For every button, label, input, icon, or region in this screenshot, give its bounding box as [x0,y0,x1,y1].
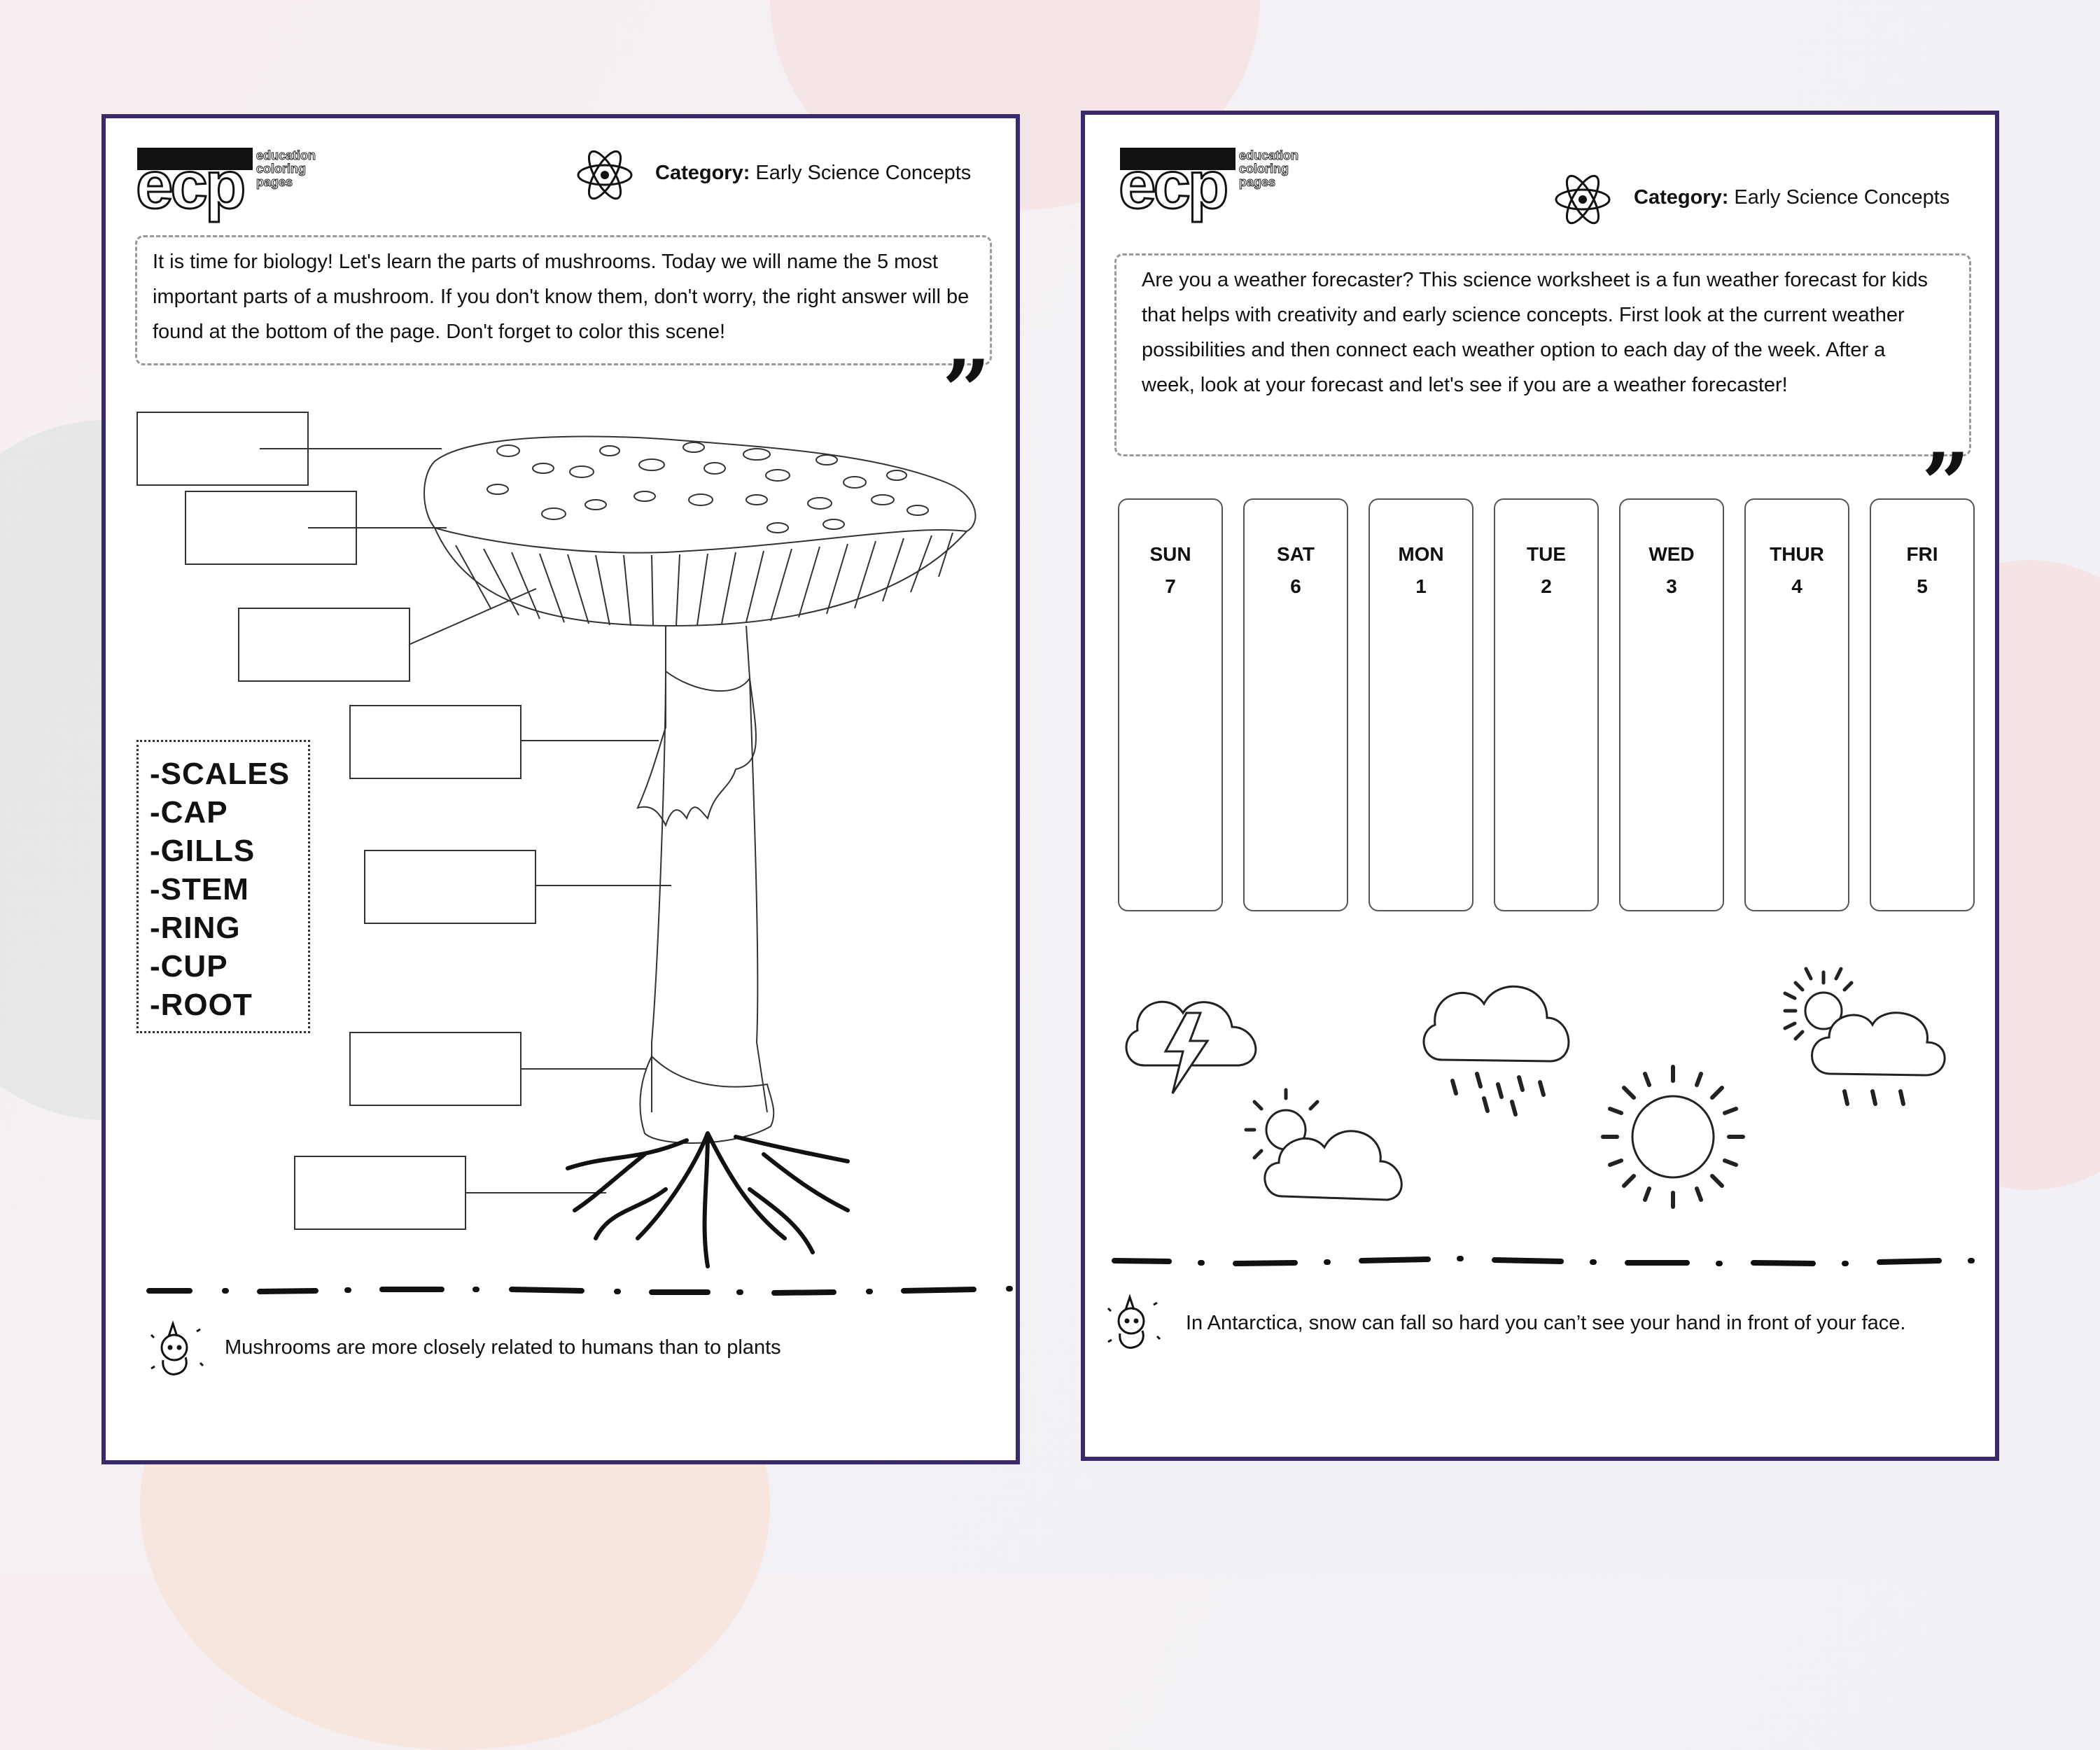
label-box[interactable] [349,1032,522,1106]
word-bank [136,740,310,1033]
day-column[interactable]: FRI 5 [1870,498,1975,911]
category-line: Category: Early Science Concepts [1634,186,1950,209]
unicorn-icon [1098,1287,1168,1357]
word-cup: -CUP [150,949,228,983]
word-gills: -GILLS [150,834,255,868]
day-column[interactable]: THUR 4 [1744,498,1849,911]
label-box[interactable] [349,705,522,779]
unicorn-icon [141,1314,211,1384]
day-column[interactable]: WED 3 [1619,498,1724,911]
dash-dot-divider [1085,115,1995,1375]
word-cap: -CAP [150,795,228,830]
word-scales: -SCALES [150,757,290,791]
label-box[interactable] [364,850,536,924]
label-box[interactable] [136,412,309,486]
fun-fact: In Antarctica, snow can fall so hard you can’t see your hand in front of your face. [1186,1312,1906,1334]
mushroom-worksheet: ecp education coloring pages Category: Early Science Concepts It is time for biology! Let's learn the parts of mushrooms. Today we will name the 5 most important parts of a mushroom. If you don't know them, don't worry, the right answer will be found at the bottom of the page. Don't forget to color this scene! ” -SCALES -CAP -GILLS -STEM -RING -CUP -ROOT Mushrooms are more closely related to humans than to plants [102,114,1020,1464]
quote-mark: ” [1921,435,1970,533]
day-column[interactable]: MON 1 [1368,498,1474,911]
weather-worksheet: ecp education coloring pages Category: Early Science Concepts Are you a weather forecaster? This science worksheet is a fun weather forecast for kids that helps with creativity and early science concepts. First look at the current weather possibilities and then connect each weather option to each day of the week. After a week, look at your forecast and let's see if you are a weather forecaster! ” SUN 7 SAT 6 MON 1 TUE 2 WED 3 THUR 4 FRI 5 In Antarctica, snow can fall so hard you can’t see your hand in front of your face. [1081,111,1999,1461]
label-box[interactable] [294,1156,466,1230]
intro-text-box: It is time for biology! Let's learn the parts of mushrooms. Today we will name the 5 most important parts of a mushroom. If you don't know them, don't worry, the right answer will be found at the bottom of the page. Don't forget to color this scene! [135,235,992,365]
quote-mark: ” [942,342,991,440]
word-root: -ROOT [150,988,253,1022]
label-box[interactable] [185,491,357,565]
fun-fact: Mushrooms are more closely related to humans than to plants [225,1336,781,1359]
day-column[interactable]: SUN 7 [1118,498,1223,911]
day-column[interactable]: TUE 2 [1494,498,1599,911]
category-line: Category: Early Science Concepts [655,162,972,184]
word-ring: -RING [150,911,241,945]
label-box[interactable] [238,608,410,682]
day-column[interactable]: SAT 6 [1243,498,1348,911]
intro-text-box: Are you a weather forecaster? This science worksheet is a fun weather forecast for kids that helps with creativity and early science concepts. First look at the current weather possibilities and then connect each weather option to each day of the week. After a week, look at your forecast and let's see if you are a weather forecaster! [1114,253,1971,456]
word-stem: -STEM [150,872,249,906]
